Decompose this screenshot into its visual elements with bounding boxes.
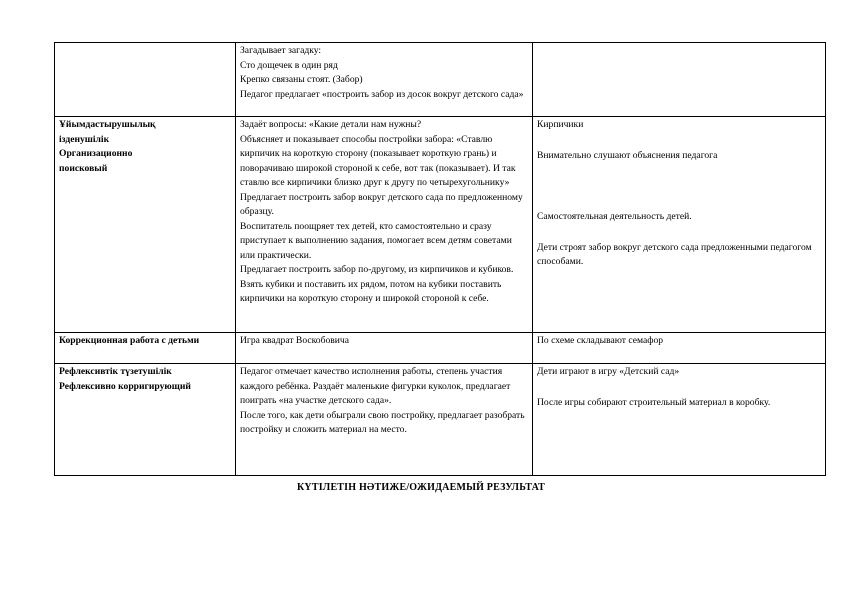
stage-cell bbox=[55, 364, 236, 476]
stage-title: Рефлексивно корригирующий bbox=[59, 380, 191, 392]
teacher-cell bbox=[236, 117, 533, 333]
children-cell bbox=[533, 43, 826, 117]
children-text: После игры собирают строительный материал в коробку. bbox=[537, 396, 771, 408]
stage-cell bbox=[55, 333, 236, 364]
children-cell bbox=[533, 117, 826, 333]
table-row bbox=[55, 333, 826, 364]
teacher-text: Сто дощечек в один ряд bbox=[240, 59, 338, 71]
children-text: Дети строят забор вокруг детского сада предложенными педагогом способами. bbox=[537, 241, 812, 267]
stage-title: Организационно bbox=[59, 148, 133, 159]
teacher-cell bbox=[236, 333, 533, 364]
stage-cell bbox=[55, 117, 236, 333]
teacher-text: Педагог отмечает качество исполнения работы, степень участия каждого ребёнка. Раздаёт маленькие фигурки куколок, предлагает поиграть «на участке детского сада». bbox=[240, 366, 511, 406]
children-text: Самостоятельная деятельность детей. bbox=[537, 211, 692, 222]
teacher-text: Предлагает построить забор вокруг детского сада по предложенному образцу. bbox=[240, 191, 523, 217]
teacher-text: Объясняет и показывает способы постройки забора: «Ставлю кирпичик на короткую сторону (показывает короткую грань) и поворачиваю широкой стороной к себе, вот так (показывает). И так ставлю все кирпичики близко друг к другу по четырехугольнику» bbox=[240, 133, 516, 188]
stage-title: Ұйымдастырушылық bbox=[59, 119, 156, 130]
teacher-text: Крепко связаны стоят. (Забор) bbox=[240, 74, 363, 85]
footer-text: КҮТІЛЕТІН НӘТИЖЕ/ОЖИДАЕМЫЙ РЕЗУЛЬТАТ bbox=[296, 482, 546, 493]
table-row bbox=[55, 117, 826, 333]
stage-title: ізденушілік bbox=[59, 133, 110, 145]
teacher-text: Воспитатель поощряет тех детей, кто самостоятельно и сразу приступает к выполнению задания, помогает всем детям советами или практически. bbox=[240, 220, 512, 261]
stage-title: поисковый bbox=[59, 162, 108, 174]
children-text: По схеме складывают семафор bbox=[537, 335, 664, 346]
teacher-text: Предлагает построить забор по-другому, из кирпичиков и кубиков. Взять кубики и поставить их рядом, потом на кубики поставить кирпичики на короткую сторону и широкой стороной к себе. bbox=[240, 264, 514, 304]
table-row bbox=[55, 43, 826, 117]
stage-title: Рефлексивтік түзетушілік bbox=[59, 366, 172, 377]
teacher-text: После того, как дети обыграли свою постройку, предлагает разобрать постройку и сложить материал на место. bbox=[240, 409, 525, 435]
teacher-text: Игра квадрат Воскобовича bbox=[240, 335, 350, 346]
teacher-text: Задаёт вопросы: «Какие детали нам нужны? bbox=[240, 119, 422, 130]
children-cell bbox=[533, 333, 826, 364]
table-row bbox=[55, 364, 826, 476]
teacher-cell bbox=[236, 364, 533, 476]
teacher-text: Загадывает загадку: bbox=[240, 45, 322, 56]
children-text: Внимательно слушают объяснения педагога bbox=[537, 149, 718, 161]
lesson-plan-table bbox=[54, 42, 826, 476]
expected-result-heading bbox=[0, 482, 842, 493]
stage-cell bbox=[55, 43, 236, 117]
teacher-cell bbox=[236, 43, 533, 117]
children-cell bbox=[533, 364, 826, 476]
children-text: Кирпичики bbox=[537, 119, 584, 130]
children-text: Дети играют в игру «Детский сад» bbox=[537, 366, 680, 377]
teacher-text: Педагог предлагает «построить забор из досок вокруг детского сада» bbox=[240, 88, 524, 100]
stage-title: Коррекционная работа с детьми bbox=[59, 335, 200, 346]
